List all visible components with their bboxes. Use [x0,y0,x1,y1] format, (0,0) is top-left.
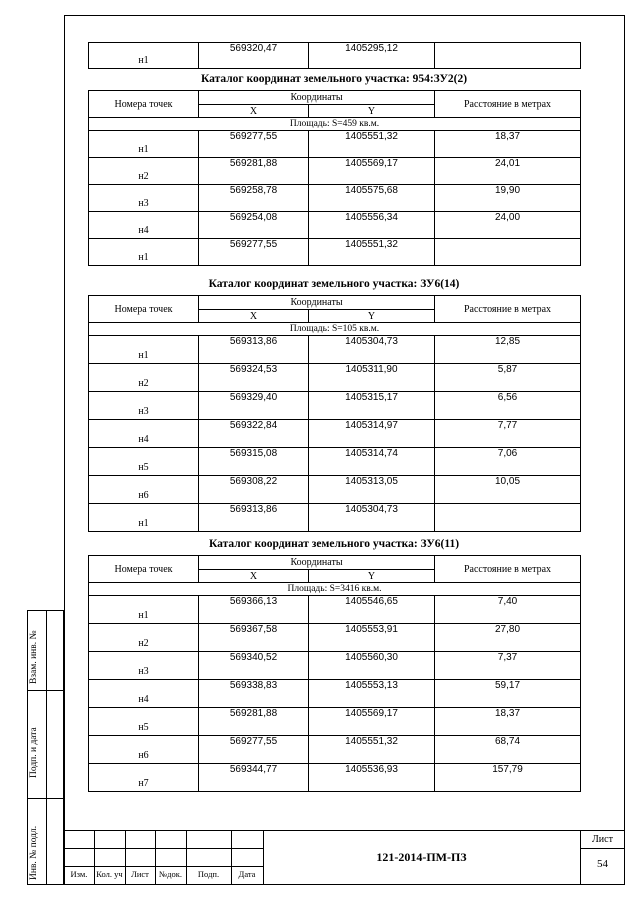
document-code: 121-2014-ПМ-ПЗ [376,850,467,864]
distance-cell: 24,01 [435,158,581,185]
side-divider [46,610,47,885]
y-cell: 1405551,32 [309,736,435,764]
x-cell: 569366,13 [199,596,309,624]
x-cell: 569367,58 [199,624,309,652]
point-cell: н1 [89,239,199,266]
distance-cell: 19,90 [435,185,581,212]
distance-cell: 18,37 [435,708,581,736]
x-cell: 569338,83 [199,680,309,708]
distance-cell: 7,06 [435,448,581,476]
x-cell: 569329,40 [199,392,309,420]
stamp-label-podp: Подп. [197,869,220,879]
side-divider-h2 [27,798,64,799]
coordinates-table [88,555,581,792]
point-cell: н4 [89,420,199,448]
point-cell: н2 [89,624,199,652]
y-cell: 1405546,65 [309,596,435,624]
x-cell: 569281,88 [199,708,309,736]
distance-cell: 24,00 [435,212,581,239]
x-cell: 569258,78 [199,185,309,212]
table-row [89,504,581,532]
distance-cell: 7,77 [435,420,581,448]
stamp-label-ndok: №док. [159,869,182,879]
x-cell: 569324,53 [199,364,309,392]
stamp-top-line [64,830,625,831]
x-cell: 569277,55 [199,131,309,158]
table-title: Каталог координат земельного участка: 954:ЗУ2(2) [200,73,468,85]
header-distance: Расстояние в метрах [435,296,581,323]
table-row [89,736,581,764]
side-divider-h1 [27,690,64,691]
header-x: X [199,105,309,118]
header-y: Y [309,570,435,583]
table-row [89,680,581,708]
stamp-label-izm: Изм. [70,869,88,879]
table-row [89,652,581,680]
stamp-label-data: Дата [238,869,256,879]
point-cell: н1 [89,43,199,69]
point-cell: н4 [89,212,199,239]
point-cell: н7 [89,764,199,792]
stamp-hline [64,866,263,867]
distance-cell: 157,79 [435,764,581,792]
stamp-label-kol: Кол. уч [96,869,123,879]
distance-cell: 5,87 [435,364,581,392]
table-row [89,596,581,624]
distance-cell: 59,17 [435,680,581,708]
y-cell: 1405556,34 [309,212,435,239]
distance-cell: 6,56 [435,392,581,420]
table-row [89,764,581,792]
coordinates-table [88,295,581,532]
table-title: Каталог координат земельного участка: ЗУ6(11) [208,538,460,550]
area-row: Площадь: S=105 кв.м. [89,323,581,336]
table-row [89,392,581,420]
table-title: Каталог координат земельного участка: ЗУ6(14) [208,278,460,290]
area-row: Площадь: S=459 кв.м. [89,118,581,131]
distance-cell: 18,37 [435,131,581,158]
point-cell: н6 [89,476,199,504]
top-partial-table [88,42,581,69]
header-coords: Координаты [199,91,435,105]
y-cell: 1405313,05 [309,476,435,504]
point-cell: н3 [89,185,199,212]
y-cell: 1405551,32 [309,239,435,266]
y-cell: 1405304,73 [309,336,435,364]
x-cell: 569313,86 [199,504,309,532]
y-cell: 1405536,93 [309,764,435,792]
stamp-hline [64,848,263,849]
point-cell: н1 [89,131,199,158]
x-cell: 569308,22 [199,476,309,504]
x-cell: 569254,08 [199,212,309,239]
y-cell: 1405560,30 [309,652,435,680]
stamp-label-list: Лист [131,869,149,879]
table-row [89,185,581,212]
x-cell: 569277,55 [199,736,309,764]
x-cell: 569344,77 [199,764,309,792]
y-cell: 1405315,17 [309,392,435,420]
header-y: Y [309,105,435,118]
distance-cell: 68,74 [435,736,581,764]
x-cell: 569313,86 [199,336,309,364]
point-cell: н1 [89,504,199,532]
x-cell: 569315,08 [199,448,309,476]
x-cell: 569322,84 [199,420,309,448]
x-cell: 569320,47 [199,43,309,69]
coordinates-table [88,90,581,266]
table-row [89,624,581,652]
table-row [89,476,581,504]
header-coords: Координаты [199,296,435,310]
header-distance: Расстояние в метрах [435,556,581,583]
point-cell: н2 [89,364,199,392]
stamp-hline [580,848,625,849]
distance-cell [435,239,581,266]
header-x: X [199,570,309,583]
point-cell: н3 [89,392,199,420]
point-cell: н5 [89,708,199,736]
table-row [89,336,581,364]
x-cell: 569281,88 [199,158,309,185]
header-x: X [199,310,309,323]
header-points: Номера точек [89,556,199,583]
table-row [89,448,581,476]
y-cell: 1405314,74 [309,448,435,476]
table-row [89,131,581,158]
header-points: Номера точек [89,296,199,323]
header-coords: Координаты [199,556,435,570]
y-cell: 1405569,17 [309,708,435,736]
y-cell: 1405569,17 [309,158,435,185]
header-points: Номера точек [89,91,199,118]
table-row [89,708,581,736]
sheet-label: Лист [592,834,613,845]
point-cell: н5 [89,448,199,476]
distance-cell [435,504,581,532]
x-cell: 569277,55 [199,239,309,266]
distance-cell: 7,40 [435,596,581,624]
distance-cell [435,43,581,69]
distance-cell: 10,05 [435,476,581,504]
y-cell: 1405311,90 [309,364,435,392]
table-row [89,364,581,392]
point-cell: н1 [89,336,199,364]
area-row: Площадь: S=3416 кв.м. [89,583,581,596]
point-cell: н3 [89,652,199,680]
y-cell: 1405551,32 [309,131,435,158]
side-label-podp: Подп. и дата [29,727,39,778]
table-row [89,239,581,266]
y-cell: 1405553,13 [309,680,435,708]
y-cell: 1405295,12 [309,43,435,69]
table-row [89,420,581,448]
sheet-number: 54 [597,858,608,870]
y-cell: 1405575,68 [309,185,435,212]
y-cell: 1405314,97 [309,420,435,448]
point-cell: н4 [89,680,199,708]
side-label-vzam: Взам. инв. № [29,630,39,684]
header-distance: Расстояние в метрах [435,91,581,118]
point-cell: н6 [89,736,199,764]
distance-cell: 7,37 [435,652,581,680]
distance-cell: 27,80 [435,624,581,652]
y-cell: 1405553,91 [309,624,435,652]
point-cell: н1 [89,596,199,624]
x-cell: 569340,52 [199,652,309,680]
y-cell: 1405304,73 [309,504,435,532]
header-y: Y [309,310,435,323]
table-row [89,212,581,239]
distance-cell: 12,85 [435,336,581,364]
point-cell: н2 [89,158,199,185]
side-label-inv: Инв. № подл. [29,825,39,880]
table-row [89,158,581,185]
